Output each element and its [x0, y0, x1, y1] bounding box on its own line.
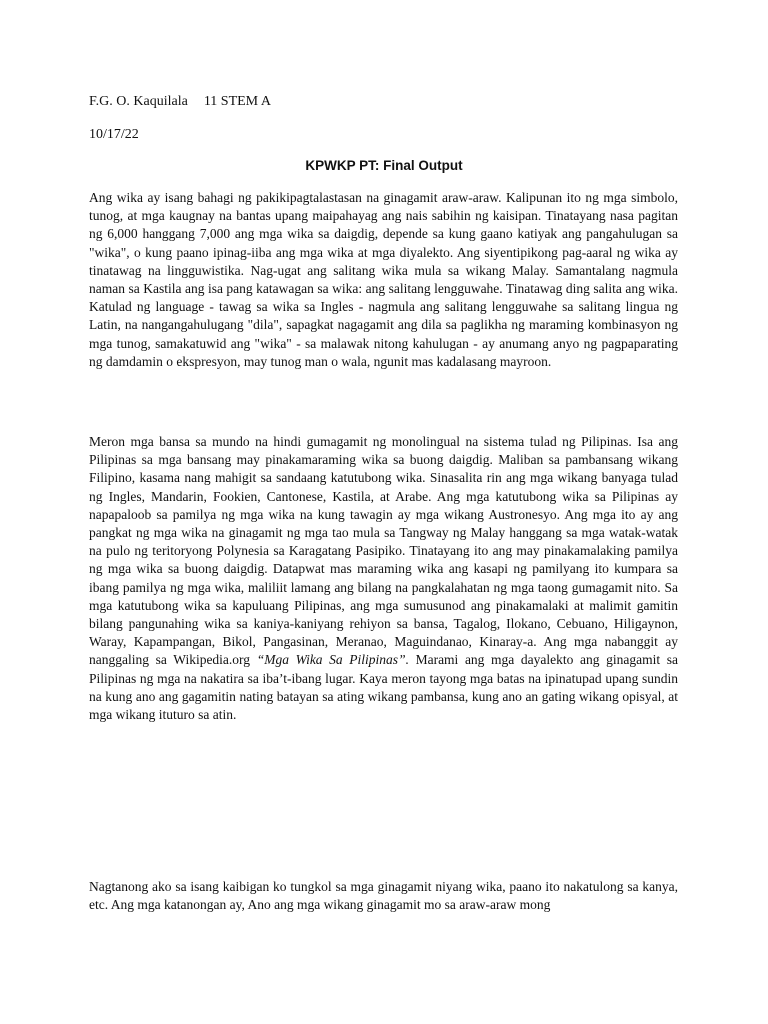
paragraph-1: Ang wika ay isang bahagi ng pakikipagtalastasan na ginagamit araw-araw. Kalipunan ito ng mga simbolo, tunog, at mga kaugnay na bantas upang maipahayag ang nais sabihin ng kaisipan. Tinatayang nasa pagitan ng 6,000 hanggang 7,000 ang mga wika sa daigdig, depende sa kung gaano katiyak ang pangahulugan sa "wika", o kung paano ipinag-iiba ang mga wika at mga diyalekto. Ang siyentipikong pag-aaral ng wika ay tinatawag na lingguwistika. Nag-ugat ang salitang wika mula sa wikang Malay. Samantalang nagmula naman sa Kastila ang isa pang katawagan sa wika: ang salitang lengguwahe. Tinatawag ding salita ang wika. Katulad ng language - tawag sa wika sa Ingles - nagmula ang salitang lengguwahe sa salitang lingua ng Latin, na nangangahulugang "dila", sapagkat nagagamit ang dila sa paglikha ng maraming kombinasyon ng mga tunog, samakatuwid ang "wika" - sa malawak nitong kahulugan - ay anumang anyo ng pagpaparating ng damdamin o ekspresyon, may tunog man o wala, ngunit mas kadalasang mayroon. — [89, 190, 678, 369]
paragraph-2-text-after: Marami ang mga dayalekto ang ginagamit sa Pilipinas ng mga na nakatira sa iba’t-ibang lugar. Kaya meron tayong mga batas na ipinatupad upang sundin na kung ano ang gagamitin nating batayan sa ating wikang pambansa, kung ano an gating wikang opisyal, at mga wikang ituturo sa atin. — [89, 652, 678, 723]
paragraph-2-text-before: Meron mga bansa sa mundo na hindi gumagamit ng monolingual na sistema tulad ng Pilipinas. Isa ang Pilipinas sa mga bansang may pinakamaraming wika sa buong daigdig. Maliban sa pambansang wikang Filipino, kasama nang mahigit sa sandaang katutubong wika. Sinasalita rin ang mga wikang banyaga tulad ng Ingles, Mandarin, Fookien, Cantonese, Kastila, at Arabe. Ang mga katutubong wika sa Pilipinas ay napapaloob sa pamilya ng mga wika na kung tawagin ay mga wikang Austronesyo. Ang mga ito ay ang pangkat ng mga wika na ginagamit ng mga tao mula sa Tangway ng Malay hanggang sa mga watak-watak na pulo ng teritoryong Polynesia sa Karagatang Pasipiko. Tinatayang ito ang may pinakamalaking pamilya ng mga wika sa buong daigdig. Datapwat mas maraming wika ang kasapi ng pamilyang ito kumpara sa ibang pamilya ng mga wika, maliliit lamang ang bilang na pangkalahatan ng mga taong gumagamit nito. Sa mga katutubong wika sa kapuluang Pilipinas, ang mga sumusunod ang pinakamalaki at malimit gamitin bilang pangunahing wika sa kaniya-kaniyang rehiyon sa bansa, Tagalog, Ilokano, Cebuano, Hiligaynon, Waray, Kapampangan, Bikol, Pangasinan, Meranao, Maguindanao, Kinaray-a. Ang mga nabanggit ay nanggaling sa Wikipedia.org — [89, 434, 678, 668]
paragraph-2 — [89, 433, 678, 724]
paragraph-2-citation: “Mga Wika Sa Pilipinas”. — [256, 652, 409, 668]
paragraph-3: Nagtanong ako sa isang kaibigan ko tungkol sa mga ginagamit niyang wika, paano ito nakatulong sa kanya, etc. Ang mga katanongan ay, Ano ang mga wikang ginagamit mo sa araw-araw mong — [89, 879, 678, 913]
header-author-line — [89, 93, 271, 111]
section-label: 11 STEM A — [203, 94, 271, 109]
document-title: KPWKP PT: Final Output — [305, 158, 463, 173]
header-date: 10/17/22 — [89, 127, 139, 142]
author-name: F.G. O. Kaquilala — [89, 94, 188, 109]
